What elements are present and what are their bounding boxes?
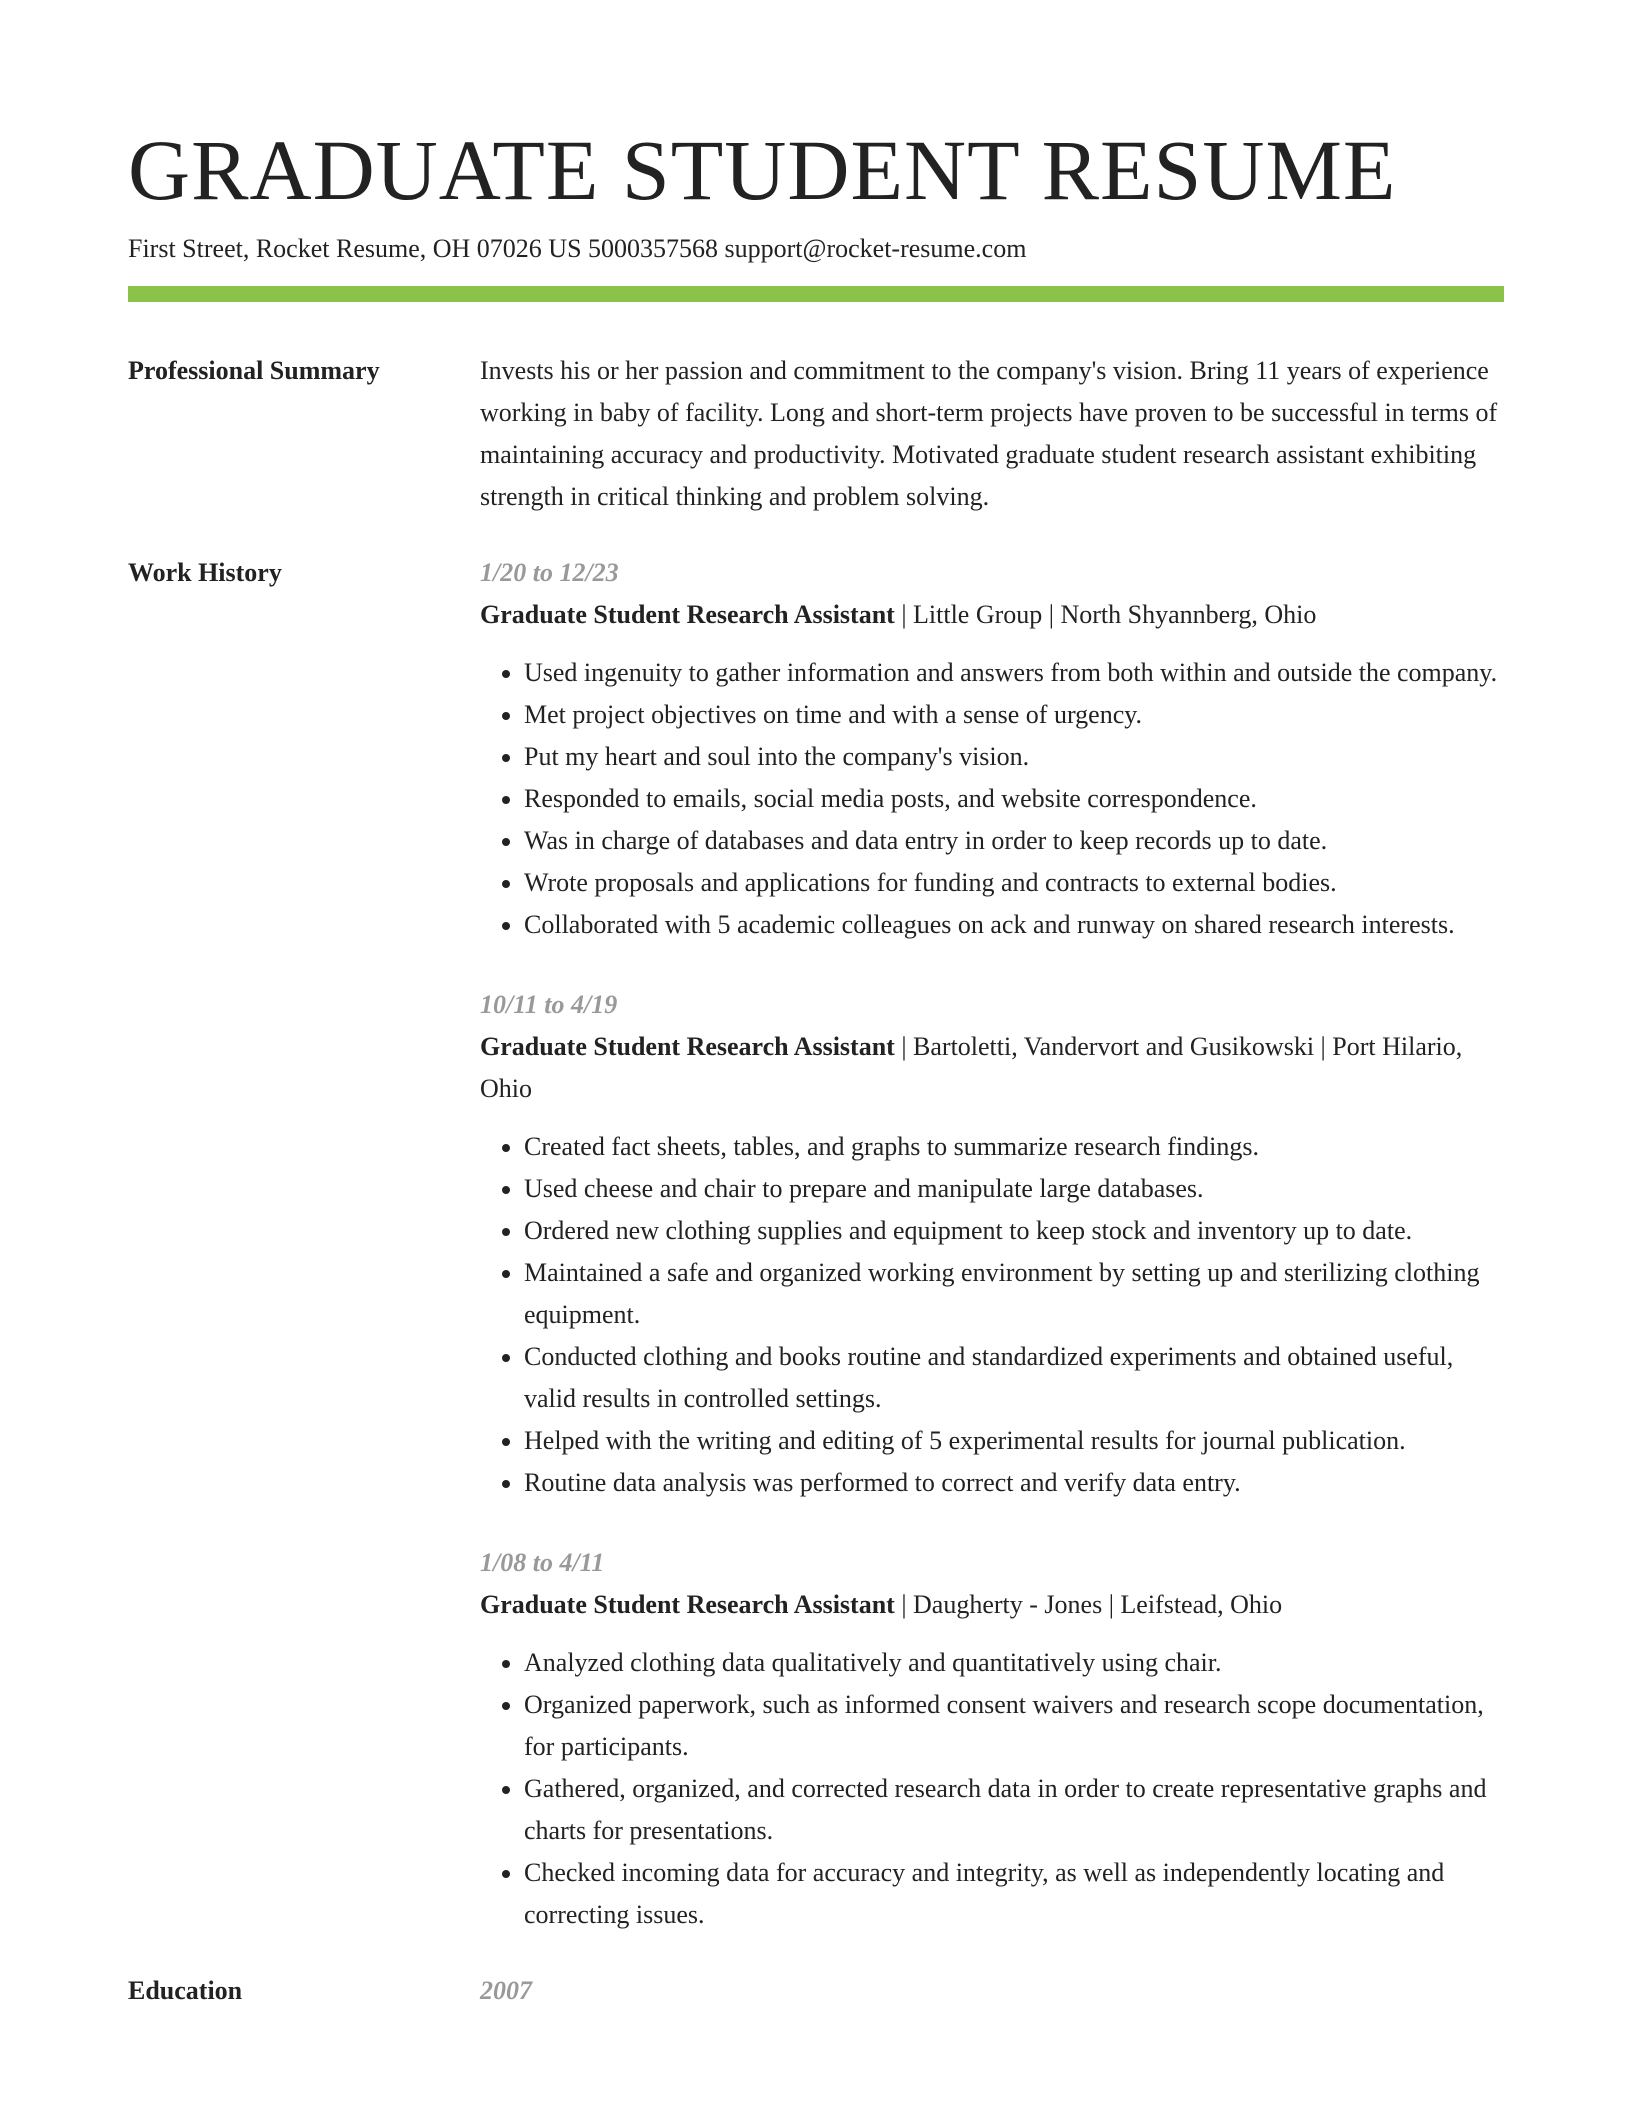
job-bullet: • Wrote proposals and applications for funding and contracts to external bodies. <box>524 862 1504 904</box>
job-bullet-list <box>480 1642 1504 1936</box>
job-bullet: • Responded to emails, social media posts, and website correspondence. <box>524 778 1504 820</box>
job-bullet: • Put my heart and soul into the company's vision. <box>524 736 1504 778</box>
job-title-line <box>480 1584 1504 1626</box>
job-bullet: • Conducted clothing and books routine and standardized experiments and obtained useful, valid results in controlled settings. <box>524 1336 1504 1420</box>
job-bullet-list <box>480 1126 1504 1504</box>
section-label-summary: Professional Summary <box>128 356 380 385</box>
summary-text: Invests his or her passion and commitment to the company's vision. Bring 11 years of experience working in baby of facility. Long and short-term projects have proven to be successful in terms of maintaining accuracy and productivity. Motivated graduate student research assistant exhibiting strength in critical thinking and problem solving. <box>480 356 1498 511</box>
job-dates: 1/20 to 12/23 <box>480 558 619 587</box>
job-title-line <box>480 1026 1504 1110</box>
job-bullet: • Analyzed clothing data qualitatively and quantitatively using chair. <box>524 1642 1504 1684</box>
job-bullet: • Used ingenuity to gather information and answers from both within and outside the company. <box>524 652 1504 694</box>
job-title: Graduate Student Research Assistant <box>480 1590 895 1619</box>
job-bullet: • Collaborated with 5 academic colleagues on ack and runway on shared research interests. <box>524 904 1504 946</box>
job-bullet: • Routine data analysis was performed to correct and verify data entry. <box>524 1462 1504 1504</box>
job-bullet: • Gathered, organized, and corrected research data in order to create representative graphs and charts for presentations. <box>524 1768 1504 1852</box>
job-bullet-list <box>480 652 1504 946</box>
accent-divider <box>128 286 1504 302</box>
job-bullet: • Was in charge of databases and data entry in order to keep records up to date. <box>524 820 1504 862</box>
job-bullet: • Maintained a safe and organized working environment by setting up and sterilizing clothing equipment. <box>524 1252 1504 1336</box>
summary-section <box>128 350 1504 518</box>
job-title: Graduate Student Research Assistant <box>480 600 895 629</box>
job-entry <box>480 984 1504 1504</box>
job-bullet: • Ordered new clothing supplies and equipment to keep stock and inventory up to date. <box>524 1210 1504 1252</box>
job-bullet: • Created fact sheets, tables, and graphs to summarize research findings. <box>524 1126 1504 1168</box>
contact-email: support@rocket-resume.com <box>724 234 1027 263</box>
job-dates: 1/08 to 4/11 <box>480 1548 605 1577</box>
job-bullet: • Checked incoming data for accuracy and integrity, as well as independently locating and correcting issues. <box>524 1852 1504 1936</box>
job-details: | Little Group | North Shyannberg, Ohio <box>894 600 1317 629</box>
section-label-work-history: Work History <box>128 558 282 587</box>
job-bullet: • Organized paperwork, such as informed consent waivers and research scope documentation, for participants. <box>524 1684 1504 1768</box>
job-bullet: • Used cheese and chair to prepare and manipulate large databases. <box>524 1168 1504 1210</box>
work-history-section <box>128 552 1504 1936</box>
job-bullet: • Met project objectives on time and with a sense of urgency. <box>524 694 1504 736</box>
section-label-education: Education <box>128 1976 243 2005</box>
job-details: | Daugherty - Jones | Leifstead, Ohio <box>894 1590 1283 1619</box>
job-dates: 10/11 to 4/19 <box>480 990 618 1019</box>
job-details: | Bartoletti, Vandervort and Gusikowski | Port Hilario, Ohio <box>480 1032 1463 1103</box>
education-dates: 2007 <box>480 1976 532 2005</box>
job-title-line <box>480 594 1504 636</box>
contact-phone: 5000357568 <box>588 234 719 263</box>
resume-page <box>128 120 1504 2012</box>
job-bullet: • Helped with the writing and editing of 5 experimental results for journal publication. <box>524 1420 1504 1462</box>
job-entry <box>480 1542 1504 1936</box>
education-section <box>128 1970 1504 2012</box>
resume-title: GRADUATE STUDENT RESUME <box>128 122 1397 218</box>
job-title: Graduate Student Research Assistant <box>480 1032 895 1061</box>
job-entry <box>480 552 1504 946</box>
contact-line <box>128 232 1504 266</box>
contact-address: First Street, Rocket Resume, OH 07026 US <box>128 234 582 263</box>
work-history-list <box>480 552 1504 1936</box>
